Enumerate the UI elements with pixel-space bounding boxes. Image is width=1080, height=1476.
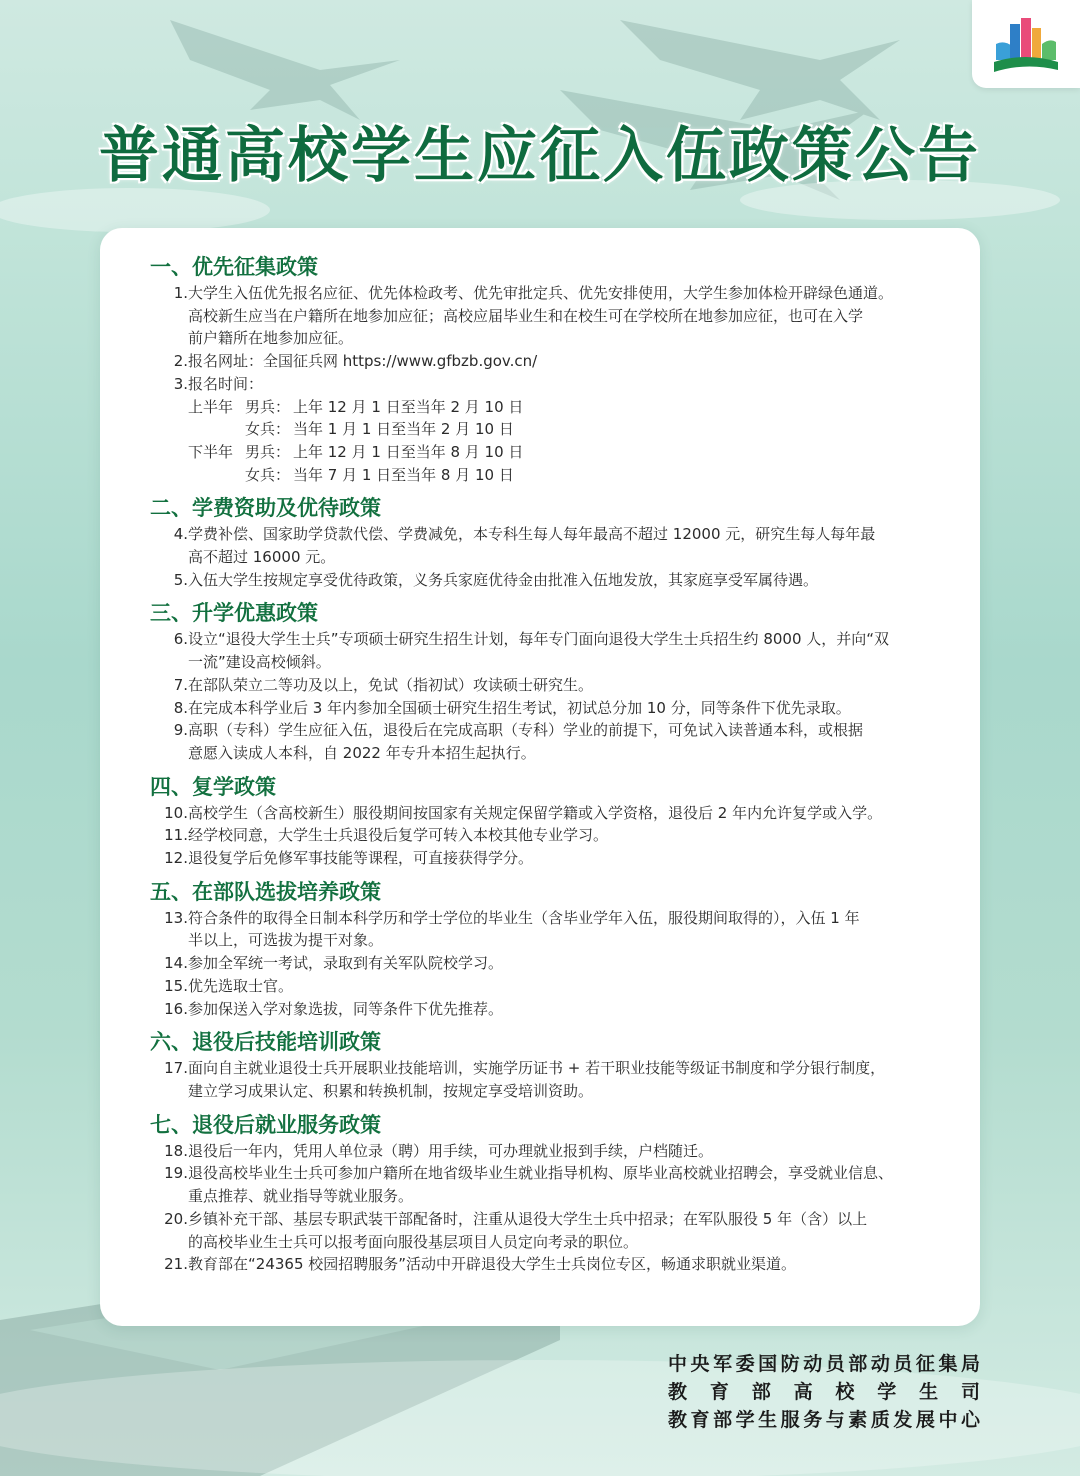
item-text: 乡镇补充干部、基层专职武装干部配备时，注重从退役大学生士兵中招录；在军队服役 5 年（含）以上 bbox=[188, 1209, 868, 1228]
list-item bbox=[150, 952, 960, 975]
list-item bbox=[150, 1057, 960, 1080]
list-item bbox=[150, 674, 960, 697]
schedule-gender: 女兵： bbox=[245, 420, 291, 439]
item-text: 报名时间： bbox=[188, 374, 264, 393]
item-number: 5. bbox=[173, 570, 188, 589]
logo-icon bbox=[990, 14, 1062, 74]
item-number: 19. bbox=[164, 1164, 188, 1183]
item-number: 21. bbox=[164, 1255, 188, 1274]
item-text: 高不超过 16000 元。 bbox=[188, 548, 336, 567]
schedule-half: 下半年 bbox=[188, 442, 234, 461]
item-number: 20. bbox=[164, 1209, 188, 1228]
item-text: 参加全军统一考试，录取到有关军队院校学习。 bbox=[188, 954, 504, 973]
item-number: 17. bbox=[164, 1059, 188, 1078]
logo-card bbox=[972, 0, 1080, 88]
item-text: 经学校同意，大学生士兵退役后复学可转入本校其他专业学习。 bbox=[188, 826, 609, 845]
schedule-row bbox=[150, 418, 960, 441]
page-title: 普通高校学生应征入伍政策公告 bbox=[99, 121, 981, 191]
list-item bbox=[150, 1253, 960, 1276]
item-text: 优先选取士官。 bbox=[188, 976, 294, 995]
item-text: 退役复学后免修军事技能等课程，可直接获得学分。 bbox=[188, 849, 534, 868]
policy-content bbox=[150, 252, 960, 1276]
section-heading: 四、复学政策 bbox=[150, 774, 276, 799]
list-item bbox=[150, 628, 960, 651]
item-number: 2. bbox=[173, 352, 188, 371]
list-item bbox=[150, 824, 960, 847]
schedule-half: 上半年 bbox=[188, 397, 234, 416]
item-text: 在部队荣立二等功及以上，免试（指初试）攻读硕士研究生。 bbox=[188, 675, 594, 694]
schedule-row bbox=[150, 396, 960, 419]
item-text: 退役高校毕业生士兵可参加户籍所在地省级毕业生就业指导机构、原毕业高校就业招聘会，享受就业信息、 bbox=[188, 1164, 894, 1183]
item-text: 建立学习成果认定、积累和转换机制，按规定享受培训资助。 bbox=[188, 1081, 594, 1100]
item-text: 在完成本科学业后 3 年内参加全国硕士研究生招生考试，初试总分加 10 分，同等条件下优先录取。 bbox=[188, 698, 851, 717]
list-item bbox=[150, 569, 960, 592]
section-heading: 三、升学优惠政策 bbox=[150, 601, 318, 626]
issuer-line: 中央军委国防动员部动员征集局 bbox=[668, 1353, 980, 1375]
issuer-line: 教育部高校学生司 bbox=[668, 1381, 980, 1403]
item-text: 教育部在“24365 校园招聘服务”活动中开辟退役大学生士兵岗位专区，畅通求职就业渠道。 bbox=[188, 1255, 797, 1274]
schedule-period: 上年 12 月 1 日至当年 8 月 10 日 bbox=[293, 442, 524, 461]
list-item bbox=[150, 350, 960, 373]
item-text: 半以上，可选拔为提干对象。 bbox=[188, 931, 384, 950]
item-text: 入伍大学生按规定享受优待政策，义务兵家庭优待金由批准入伍地发放，其家庭享受军属待遇。 bbox=[188, 570, 819, 589]
list-item bbox=[150, 1140, 960, 1163]
item-number: 18. bbox=[164, 1141, 188, 1160]
item-text: 重点推荐、就业指导等就业服务。 bbox=[188, 1187, 414, 1206]
item-number: 10. bbox=[164, 803, 188, 822]
schedule-row bbox=[150, 441, 960, 464]
item-number: 12. bbox=[164, 849, 188, 868]
item-text: 大学生入伍优先报名应征、优先体检政考、优先审批定兵、优先安排使用，大学生参加体检开辟绿色通道。 bbox=[188, 284, 894, 302]
item-number: 3. bbox=[173, 374, 188, 393]
schedule-period: 当年 7 月 1 日至当年 8 月 10 日 bbox=[293, 465, 514, 484]
list-item bbox=[150, 907, 960, 930]
section-heading: 六、退役后技能培训政策 bbox=[150, 1030, 381, 1055]
list-item bbox=[150, 373, 960, 396]
section-heading: 五、在部队选拔培养政策 bbox=[150, 879, 381, 904]
issuer-line: 教育部学生服务与素质发展中心 bbox=[668, 1409, 980, 1431]
schedule-half bbox=[150, 418, 245, 441]
list-item bbox=[150, 282, 960, 305]
schedule-row bbox=[150, 464, 960, 487]
item-text: 高校新生应当在户籍所在地参加应征；高校应届毕业生和在校生可在学校所在地参加应征，也可在入学 bbox=[188, 306, 864, 325]
schedule-period: 当年 1 月 1 日至当年 2 月 10 日 bbox=[293, 420, 514, 439]
item-text: 参加保送入学对象选拔，同等条件下优先推荐。 bbox=[188, 999, 504, 1018]
list-item bbox=[150, 802, 960, 825]
list-item bbox=[150, 523, 960, 546]
schedule-gender: 男兵： bbox=[245, 442, 291, 461]
item-text: 报名网址：全国征兵网 https://www.gfbzb.gov.cn/ bbox=[188, 352, 538, 371]
list-item bbox=[150, 719, 960, 742]
item-number: 16. bbox=[164, 999, 188, 1018]
item-number: 1. bbox=[173, 284, 188, 302]
item-number: 8. bbox=[173, 698, 188, 717]
schedule-half bbox=[150, 464, 245, 487]
item-text: 的高校毕业生士兵可以报考面向服役基层项目人员定向考录的职位。 bbox=[188, 1232, 639, 1251]
item-text: 高职（专科）学生应征入伍，退役后在完成高职（专科）学业的前提下，可免试入读普通本科，或根据 bbox=[188, 721, 864, 740]
issuer-block bbox=[668, 1350, 980, 1434]
list-item bbox=[150, 847, 960, 870]
item-text: 前户籍所在地参加应征。 bbox=[188, 329, 354, 348]
item-text: 意愿入读成人本科，自 2022 年专升本招生起执行。 bbox=[188, 743, 536, 762]
item-text: 符合条件的取得全日制本科学历和学士学位的毕业生（含毕业学年入伍，服役期间取得的），入伍 1 年 bbox=[188, 908, 860, 927]
item-number: 14. bbox=[164, 954, 188, 973]
item-text: 一流”建设高校倾斜。 bbox=[188, 653, 331, 672]
list-item bbox=[150, 1162, 960, 1185]
item-text: 面向自主就业退役士兵开展职业技能培训，实施学历证书 + 若干职业技能等级证书制度和学分银行制度， bbox=[188, 1059, 886, 1078]
item-number: 4. bbox=[173, 525, 188, 544]
item-text: 学费补偿、国家助学贷款代偿、学费减免，本专科生每人每年最高不超过 12000 元，研究生每人每年最 bbox=[188, 525, 876, 544]
schedule-period: 上年 12 月 1 日至当年 2 月 10 日 bbox=[293, 397, 524, 416]
section-heading: 七、退役后就业服务政策 bbox=[150, 1112, 381, 1137]
section-heading: 一、优先征集政策 bbox=[150, 255, 318, 279]
item-number: 15. bbox=[164, 976, 188, 995]
schedule-gender: 女兵： bbox=[245, 465, 291, 484]
item-number: 11. bbox=[164, 826, 188, 845]
list-item bbox=[150, 975, 960, 998]
item-number: 6. bbox=[173, 630, 188, 649]
item-number: 13. bbox=[164, 908, 188, 927]
section-heading: 二、学费资助及优待政策 bbox=[150, 496, 381, 521]
list-item bbox=[150, 1208, 960, 1231]
item-text: 退役后一年内，凭用人单位录（聘）用手续，可办理就业报到手续，户档随迁。 bbox=[188, 1141, 714, 1160]
item-number: 9. bbox=[173, 721, 188, 740]
list-item bbox=[150, 697, 960, 720]
item-text: 设立“退役大学生士兵”专项硕士研究生招生计划，每年专门面向退役大学生士兵招生约 8000 人，并向“双 bbox=[188, 630, 890, 649]
schedule-gender: 男兵： bbox=[245, 397, 291, 416]
item-text: 高校学生（含高校新生）服役期间按国家有关规定保留学籍或入学资格，退役后 2 年内允许复学或入学。 bbox=[188, 803, 883, 822]
item-number: 7. bbox=[173, 675, 188, 694]
policy-card bbox=[100, 228, 980, 1326]
list-item bbox=[150, 998, 960, 1021]
